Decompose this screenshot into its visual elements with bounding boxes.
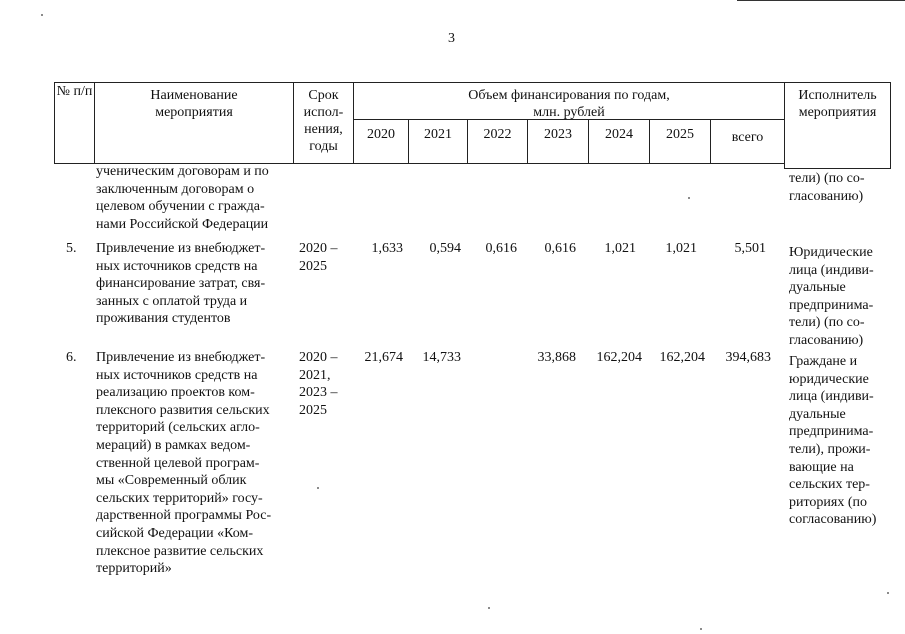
scan-speck: [41, 14, 43, 16]
scan-speck: [887, 592, 889, 594]
header-executor: Исполнитель мероприятия: [784, 82, 891, 169]
row-description: Привлечение из внебюджет- ных источников средств на финансирование затрат, свя- занных с оплатой труда и проживания студентов: [96, 241, 266, 327]
header-funding: Объем финансирования по годам, млн. рублей: [353, 82, 785, 120]
header-year-2020: 2020: [353, 119, 409, 164]
row-number: 6.: [66, 350, 77, 365]
value-2023: 0,616: [544, 241, 576, 256]
header-year-2023: 2023: [527, 119, 589, 164]
top-rule: [737, 0, 905, 1]
value-2021: 14,733: [422, 350, 461, 365]
continuation-executor: тели) (по со- гласованию): [789, 171, 865, 204]
value-2023: 33,868: [537, 350, 576, 365]
header-year-2022: 2022: [467, 119, 528, 164]
continuation-description: ученическим договорам и по заключенным договорам о целевом обучении с гражда- нами Российской Федерации: [96, 164, 269, 232]
value-2021: 0,594: [429, 241, 461, 256]
header-term: Срок испол-нения, годы: [293, 82, 354, 164]
scan-speck: [317, 487, 319, 489]
value-2025: 1,021: [665, 241, 697, 256]
scan-speck: [700, 628, 702, 630]
row-description: Привлечение из внебюджет- ных источников средств на реализацию проектов ком- плексного развития сельских территорий (сельских агло- мераций) в рамках ведом- ственной целевой програм- мы «Современный облик сельских территорий» госу- дарственной программы Рос- сийской Федерации «Ком- плексное развитие сельских территорий»: [96, 350, 272, 577]
header-year-2025: 2025: [649, 119, 711, 164]
row-term: 2020 – 2021, 2023 – 2025: [299, 350, 338, 418]
scan-speck: [488, 607, 490, 609]
value-2024: 162,204: [596, 350, 642, 365]
header-name: Наименование мероприятия: [94, 82, 294, 164]
page-number: 3: [448, 31, 455, 46]
row-executor: Граждане и юридические лица (индиви- дуальные предпринима- тели), прожи- вающие на сельских тер- риториях (по согласованию): [789, 354, 877, 528]
value-2020: 21,674: [364, 350, 403, 365]
header-year-2021: 2021: [408, 119, 468, 164]
value-total: 394,683: [725, 350, 771, 365]
header-total: всего: [710, 119, 785, 164]
value-2022: 0,616: [485, 241, 517, 256]
scan-speck: [688, 197, 690, 199]
row-term: 2020 – 2025: [299, 241, 338, 274]
header-num: № п/п: [54, 82, 95, 164]
row-number: 5.: [66, 241, 77, 256]
header-year-2024: 2024: [588, 119, 650, 164]
value-total: 5,501: [734, 241, 766, 256]
value-2020: 1,633: [371, 241, 403, 256]
row-executor: Юридические лица (индиви- дуальные предпринима- тели) (по со- гласованию): [789, 245, 874, 348]
value-2025: 162,204: [659, 350, 705, 365]
value-2024: 1,021: [604, 241, 636, 256]
